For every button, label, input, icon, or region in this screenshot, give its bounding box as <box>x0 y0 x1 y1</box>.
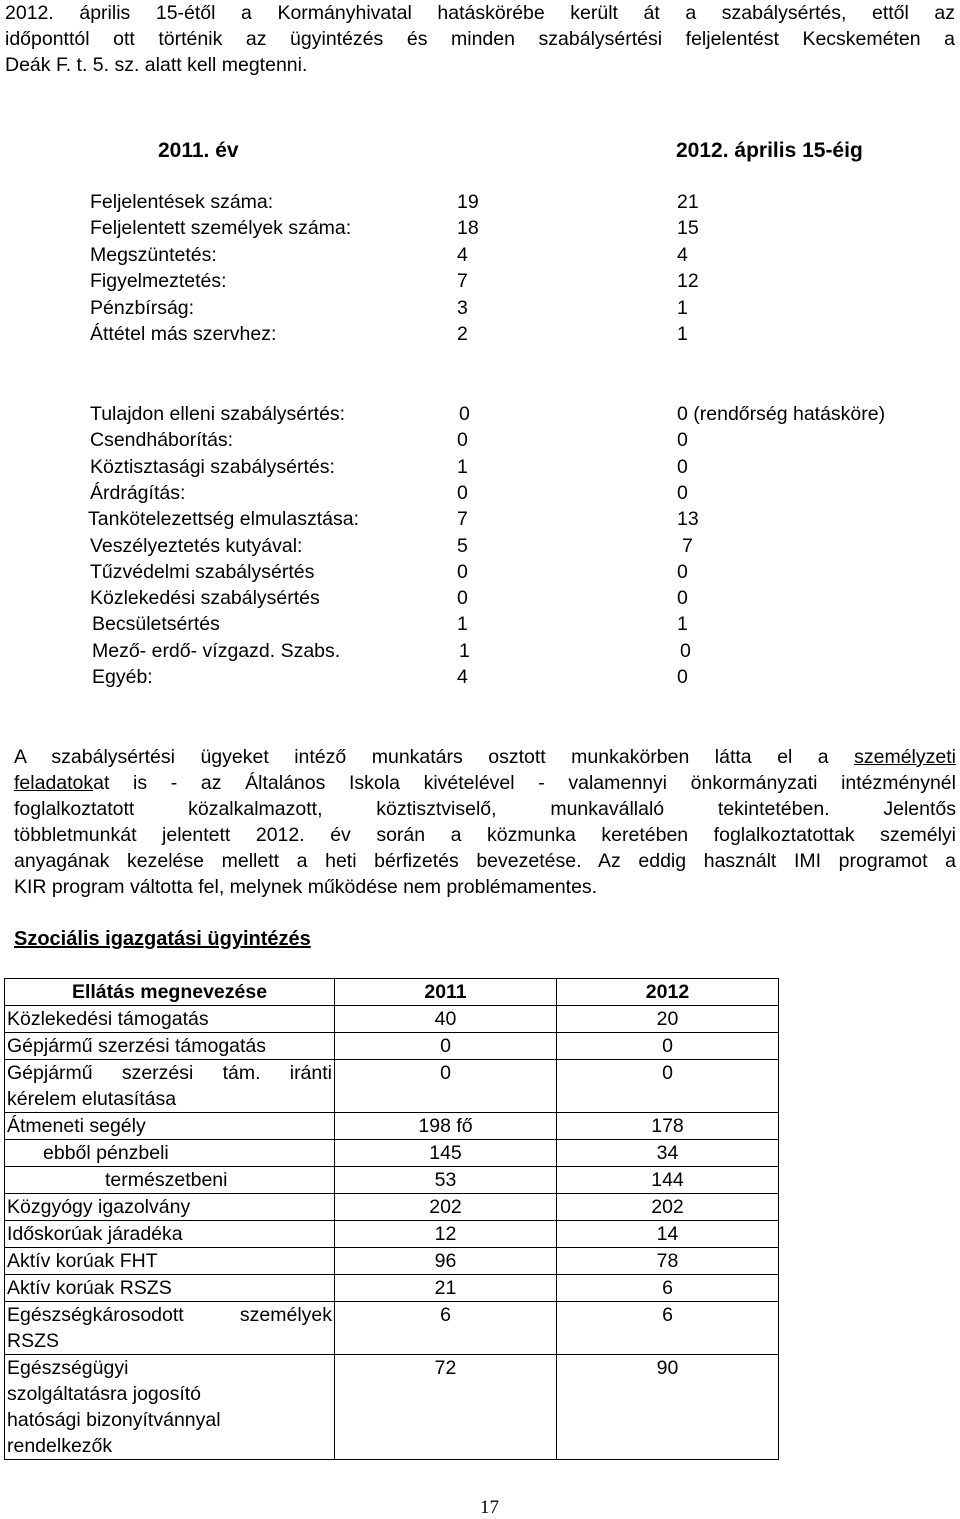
staff-line-2-text: at is - az Általános Iskola kivételével - valamennyi önkormányzati intézménynél <box>93 772 956 794</box>
stats1-value-2012: 21 <box>677 191 699 213</box>
stats2-value-2012: 0 <box>677 482 688 504</box>
table-cell-name: Közgyógy igazolvány <box>5 1194 335 1221</box>
table-cell-2012: 0 <box>557 1033 779 1060</box>
table-cell-2011: 40 <box>335 1006 557 1033</box>
stats1-label: Megszüntetés: <box>90 244 217 266</box>
table-cell-name: Aktív korúak RSZS <box>5 1275 335 1302</box>
stats1-value-2011: 7 <box>457 270 468 292</box>
staff-line-1-text: A szabálysértési ügyeket intéző munkatárs osztott munkakörben látta el a <box>14 746 855 768</box>
stats1-label: Pénzbírság: <box>90 297 195 319</box>
stats2-label: Becsületsértés <box>92 613 220 635</box>
table-cell-name: természetbeni <box>5 1167 335 1194</box>
table-header-row <box>5 979 779 1006</box>
page-number: 17 <box>480 1497 499 1518</box>
staff-line: foglalkoztatott közalkalmazott, köztisztviselő, munkavállaló tekintetében. Jelentős <box>14 798 956 820</box>
stats1-value-2012: 1 <box>677 297 688 319</box>
stats-header-2012: 2012. április 15-éig <box>676 139 863 162</box>
table-cell-2012: 144 <box>557 1167 779 1194</box>
table-cell-2012: 90 <box>557 1355 779 1460</box>
staff-underlined-text: feladatok <box>14 772 94 794</box>
intro-line: Deák F. t. 5. sz. alatt kell megtenni. <box>5 54 308 76</box>
stats2-value-2012: 0 <box>677 561 688 583</box>
stats2-value-2011: 0 <box>457 482 468 504</box>
stats2-label: Árdrágítás: <box>90 482 186 504</box>
table-row <box>5 1006 779 1033</box>
table-cell-2012: 6 <box>557 1302 779 1355</box>
table-cell-2011: 145 <box>335 1140 557 1167</box>
stats2-value-2012: 0 <box>677 429 688 451</box>
table-cell-2011: 96 <box>335 1248 557 1275</box>
table-cell-2011: 72 <box>335 1355 557 1460</box>
table-row <box>5 1302 779 1355</box>
social-table <box>4 978 779 1460</box>
stats2-value-2011: 0 <box>459 403 470 425</box>
stats2-value-2011: 1 <box>459 640 470 662</box>
table-header-2012: 2012 <box>557 979 779 1006</box>
staff-line <box>14 744 956 770</box>
table-row <box>5 1167 779 1194</box>
table-cell-2012: 202 <box>557 1194 779 1221</box>
table-cell-2012: 20 <box>557 1006 779 1033</box>
table-row <box>5 1355 779 1460</box>
stats1-label: Feljelentések száma: <box>90 191 274 213</box>
stats2-value-2011: 0 <box>457 561 468 583</box>
intro-paragraph <box>5 0 955 78</box>
stats1-label: Feljelentett személyek száma: <box>90 217 352 239</box>
table-cell-2012: 178 <box>557 1113 779 1140</box>
table-cell-2011: 6 <box>335 1302 557 1355</box>
staff-line <box>14 770 956 796</box>
stats1-value-2012: 12 <box>677 270 699 292</box>
stats2-value-2012: 7 <box>682 535 693 557</box>
table-cell-name: Gépjármű szerzési tám. iránti kérelem elutasítása <box>5 1060 335 1113</box>
stats2-value-2011: 5 <box>457 535 468 557</box>
table-cell-name: Egészségkárosodott személyek RSZS <box>5 1302 335 1355</box>
stats2-value-2012: 1 <box>677 613 688 635</box>
stats2-label: Csendháborítás: <box>90 429 234 451</box>
staff-line: többletmunkát jelentett 2012. év során a közmunka keretében foglalkoztatottak személyi <box>14 824 956 846</box>
stats2-value-2011: 1 <box>457 613 468 635</box>
table-cell-2012: 0 <box>557 1060 779 1113</box>
stats2-label: Tankötelezettség elmulasztása: <box>88 508 359 530</box>
stats1-label: Figyelmeztetés: <box>90 270 227 292</box>
stats2-label: Tűzvédelmi szabálysértés <box>90 561 315 583</box>
stats1-value-2011: 19 <box>457 191 479 213</box>
staff-paragraph <box>14 744 956 900</box>
table-cell-name: Egészségügyi szolgáltatásra jogosító hatósági bizonyítvánnyal rendelkezők <box>5 1355 335 1460</box>
table-row <box>5 1060 779 1113</box>
staff-underlined-text: személyzeti <box>854 746 956 768</box>
stats-header-2011: 2011. év <box>158 139 239 162</box>
intro-line: időponttól ott történik az ügyintézés és minden szabálysértési feljelentést Kecskeméten a <box>5 28 955 50</box>
stats2-value-2011: 1 <box>457 456 468 478</box>
stats2-value-2011: 4 <box>457 666 468 688</box>
table-cell-name: ebből pénzbeli <box>5 1140 335 1167</box>
stats2-label: Köztisztasági szabálysértés: <box>90 456 335 478</box>
table-row <box>5 1221 779 1248</box>
table-row <box>5 1194 779 1221</box>
table-cell-2011: 198 fő <box>335 1113 557 1140</box>
stats1-value-2012: 1 <box>677 323 688 345</box>
stats2-label: Veszélyeztetés kutyával: <box>90 535 303 557</box>
table-cell-2012: 34 <box>557 1140 779 1167</box>
stats2-label: Tulajdon elleni szabálysértés: <box>90 403 346 425</box>
table-cell-2011: 53 <box>335 1167 557 1194</box>
table-row <box>5 1033 779 1060</box>
intro-line: 2012. április 15-étől a Kormányhivatal hatáskörébe került át a szabálysértés, ettől az <box>5 2 955 24</box>
staff-line: anyagának kezelése mellett a heti bérfizetés bevezetése. Az eddig használt IMI programot a <box>14 850 956 872</box>
stats1-value-2011: 4 <box>457 244 468 266</box>
stats2-value-2012: 0 <box>677 666 688 688</box>
stats2-value-2011: 0 <box>457 429 468 451</box>
stats2-value-2012: 0 <box>677 587 688 609</box>
table-header-name: Ellátás megnevezése <box>5 979 335 1006</box>
table-cell-name: Időskorúak járadéka <box>5 1221 335 1248</box>
table-cell-name: Közlekedési támogatás <box>5 1006 335 1033</box>
staff-line: KIR program váltotta fel, melynek működése nem problémamentes. <box>14 876 598 898</box>
stats2-value-2011: 0 <box>457 587 468 609</box>
stats2-label: Mező- erdő- vízgazd. Szabs. <box>92 640 341 662</box>
stats2-value-2012: 0 (rendőrség hatásköre) <box>677 403 886 425</box>
table-cell-2012: 14 <box>557 1221 779 1248</box>
stats1-value-2011: 2 <box>457 323 468 345</box>
table-cell-2011: 12 <box>335 1221 557 1248</box>
stats2-value-2012: 0 <box>680 640 691 662</box>
table-row <box>5 1275 779 1302</box>
stats1-value-2011: 18 <box>457 217 479 239</box>
table-row <box>5 1248 779 1275</box>
stats1-value-2012: 15 <box>677 217 699 239</box>
table-cell-2011: 21 <box>335 1275 557 1302</box>
table-cell-2011: 202 <box>335 1194 557 1221</box>
table-cell-2011: 0 <box>335 1060 557 1113</box>
table-row <box>5 1140 779 1167</box>
stats2-label: Közlekedési szabálysértés <box>90 587 320 609</box>
table-cell-name: Átmeneti segély <box>5 1113 335 1140</box>
stats2-label: Egyéb: <box>92 666 153 688</box>
table-cell-2011: 0 <box>335 1033 557 1060</box>
table-row <box>5 1113 779 1140</box>
table-cell-2012: 6 <box>557 1275 779 1302</box>
table-cell-name: Gépjármű szerzési támogatás <box>5 1033 335 1060</box>
stats1-value-2012: 4 <box>677 244 688 266</box>
table-header-2011: 2011 <box>335 979 557 1006</box>
stats2-value-2012: 0 <box>677 456 688 478</box>
stats2-value-2012: 13 <box>677 508 699 530</box>
stats2-value-2011: 7 <box>457 508 468 530</box>
table-cell-2012: 78 <box>557 1248 779 1275</box>
table-cell-name: Aktív korúak FHT <box>5 1248 335 1275</box>
stats1-value-2011: 3 <box>457 297 468 319</box>
stats1-label: Áttétel más szervhez: <box>90 323 277 345</box>
section-heading: Szociális igazgatási ügyintézés <box>14 928 311 950</box>
